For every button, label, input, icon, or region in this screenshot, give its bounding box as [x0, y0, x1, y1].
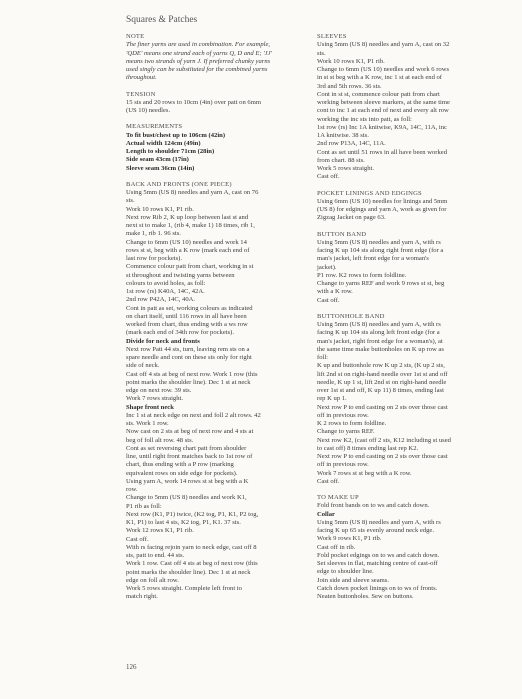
text-line: point marks the shoulder line). Dec 1 st at neck	[126, 378, 251, 386]
text-line: Change to 5mm (US 8) needles and work K1,	[126, 494, 247, 502]
page-header: Squares & Patches	[126, 15, 198, 25]
subheading-line: Shape front neck	[126, 403, 174, 411]
section-gap	[317, 182, 499, 190]
section-note	[126, 33, 307, 83]
text-line: needle, K up 1 st, lift 2nd st on right-hand needle	[317, 378, 447, 386]
text-line: used singly can be substituted for the combined yarns	[126, 66, 268, 73]
text-line: 3rd and 5th rows. 36 sts.	[317, 82, 382, 90]
text-line: foll:	[317, 354, 328, 361]
text-line: 1st row (rs) Inc 1A knitwise, K9A, 14C, 11A, inc	[317, 123, 447, 131]
text-line: line, until right front matches back to 1st row of	[126, 453, 253, 460]
text-line: jacket).	[317, 263, 337, 271]
text-line: next st to make 1, (rib 4, make 1) 18 times, rib 1,	[126, 222, 255, 229]
text-line: st throughout and twisting yarns between	[126, 271, 235, 279]
text-line: 2nd row P13A, 14C, 11A.	[317, 140, 386, 148]
text-line: off in previous row.	[317, 461, 369, 469]
section-pocket-linings-and-edgings	[317, 190, 499, 223]
section-gap	[317, 486, 499, 494]
section-title: BACK AND FRONTS (ONE PIECE)	[126, 180, 232, 188]
text-line: Change to 6mm (US 10) needles and work 14	[126, 238, 247, 246]
text-line: Cast off.	[317, 296, 340, 304]
text-line: off in previous row.	[317, 411, 369, 419]
left-column	[126, 33, 307, 602]
text-line: facing K up 65 sts evenly around neck edge.	[317, 527, 435, 534]
text-line: man's jacket, right front edge for a woman's), at	[317, 337, 443, 345]
text-line: Using 5mm (US 8) needles and yarn A, cast on 76	[126, 189, 259, 196]
text-line: sts, patt to end. 44 sts.	[126, 552, 185, 559]
subheading-line: To fit bust/chest up to 106cm (42in)	[126, 131, 226, 139]
text-line: Cast off 4 sts at beg of next row. Work 1 row (this	[126, 370, 258, 378]
text-line: Using 5mm (US 8) needles and yarn A, with rs	[317, 238, 441, 246]
text-line: the same time make buttonholes on K up row as	[317, 345, 444, 353]
section-title: POCKET LININGS AND EDGINGS	[317, 189, 422, 197]
subheading-line: Side seam 43cm (17in)	[126, 156, 189, 164]
text-line: Now cast on 2 sts at beg of next row and 4 sts at	[126, 428, 254, 436]
text-line: Set sleeves in flat, matching centre of cast-off	[317, 560, 438, 567]
text-line: Cast off.	[126, 535, 149, 543]
text-line: colours to avoid holes, as foll:	[126, 279, 206, 287]
section-button-band	[317, 231, 499, 305]
text-line: Join side and sleeve seams.	[317, 576, 389, 584]
text-line: K up and buttonhole row K up 2 sts, (K up 2 sts,	[317, 362, 445, 370]
text-line: Cast off in rib.	[317, 543, 356, 551]
text-line: Work 5 rows straight.	[317, 165, 374, 172]
text-line: equivalent rows on side edge for pockets).	[126, 469, 238, 477]
text-line: row.	[126, 486, 138, 493]
text-line: rows st st, beg with a K row (mark each end of	[126, 246, 250, 254]
text-line: make 1, rib 1. 96 sts.	[126, 230, 181, 238]
text-line: Change to yarns REF.	[317, 428, 375, 436]
section-back-and-fronts-one-piece	[126, 181, 307, 602]
text-line: edge on next row. 39 sts.	[126, 387, 192, 394]
text-line: 2nd row P42A, 14C, 40A.	[126, 296, 196, 304]
text-line: Work 5 rows straight. Complete left front to	[126, 585, 242, 592]
text-line: 'QDE' means one strand each of yarns Q, D and E; 'JJ'	[126, 49, 272, 57]
text-line: edge to shoulder line.	[317, 568, 374, 576]
text-line: cont to inc 1 at each end of next and every alt row	[317, 107, 449, 115]
section-title: BUTTONHOLE BAND	[317, 312, 385, 320]
text-line: Work 10 rows K1, P1 rib.	[126, 205, 194, 213]
text-line: on chart itself, until 116 rows in all have been	[126, 312, 247, 320]
text-line: Work 10 rows K1, P1 rib.	[317, 57, 385, 65]
text-line: Cont in patt as set, working colours as indicated	[126, 304, 253, 312]
text-line: Work 7 rows straight.	[126, 395, 183, 403]
text-line: point marks the shoulder line). Dec 1 st at neck	[126, 568, 251, 576]
text-line: Cont as set reversing chart patt from shoulder	[126, 444, 247, 452]
text-line: throughout.	[126, 74, 157, 82]
text-line: Using 5mm (US 8) needles and yarn A, with rs	[317, 518, 441, 526]
section-gap	[317, 223, 499, 231]
text-line: 1A knitwise. 38 sts.	[317, 132, 369, 139]
text-line: Commence colour patt from chart, working in st	[126, 263, 254, 271]
text-line: Next row P to end casting on 2 sts over those cast	[317, 403, 448, 411]
section-gap	[126, 173, 307, 181]
subheading-line: Actual width 124cm (49in)	[126, 139, 201, 147]
text-line: rep K up 1.	[317, 395, 347, 403]
section-gap	[126, 115, 307, 123]
section-title: MEASUREMENTS	[126, 123, 183, 131]
text-line: Fold pocket edgings on to ws and catch down.	[317, 551, 440, 559]
text-line: P1 row. K2 rows to form foldline.	[317, 271, 407, 279]
text-line: (US 8) for edgings and yarn A, work as given for	[317, 206, 447, 213]
text-line: With rs facing rejoin yarn to neck edge, cast off 8	[126, 543, 257, 551]
section-to-make-up	[317, 494, 499, 601]
text-line: P1 rib as foll:	[126, 502, 162, 510]
section-buttonhole-band	[317, 313, 499, 486]
text-line: 15 sts and 20 rows to 10cm (4in) over patt on 6mm	[126, 98, 261, 106]
text-line: The finer yarns are used in combination. For example,	[126, 41, 271, 49]
text-line: Cont in st st, commence colour patt from chart	[317, 90, 440, 98]
text-line: working the inc sts into patt, as foll:	[317, 115, 412, 123]
section-title: TENSION	[126, 90, 156, 98]
text-line: Work 1 row. Cast off 4 sts at beg of next row (this	[126, 560, 258, 568]
text-line: spare needle and cont on these sts only for right	[126, 354, 252, 361]
text-line: Using 5mm (US 8) needles and yarn A, with rs	[317, 321, 441, 328]
text-line: lift 2nd st on right-hand needle over 1st st and off	[317, 370, 448, 378]
page-number: 126	[126, 663, 137, 671]
text-line: Work 12 rows K1, P1 rib.	[126, 527, 194, 535]
text-line: means two strands of yarn J. If preferred chunky yarns	[126, 57, 271, 65]
text-line: K 2 rows to form foldline.	[317, 420, 387, 427]
text-line: Cont as set until 51 rows in all have been worked	[317, 148, 448, 156]
subheading-line: Length to shoulder 71cm (28in)	[126, 148, 215, 155]
text-line: sts.	[317, 49, 326, 57]
text-line: K1, P1) to last 4 sts, K2 tog, P1, K1. 37 sts.	[126, 519, 241, 526]
text-line: Neaten buttonholes. Sew on buttons.	[317, 593, 414, 600]
section-title: TO MAKE UP	[317, 494, 359, 501]
section-tension	[126, 91, 307, 116]
text-line: Change to 6mm (US 10) needles and work 6 rows	[317, 66, 450, 73]
text-line: Next row P to end casting on 2 sts over those cast	[317, 453, 448, 460]
text-line: Change to yarns REF and work 9 rows st st, beg	[317, 280, 445, 287]
section-gap	[317, 305, 499, 313]
right-column	[317, 33, 499, 601]
section-gap	[126, 83, 307, 91]
text-line: facing K up 104 sts along left front edge (for a	[317, 329, 440, 337]
text-line: Cast off.	[317, 173, 340, 181]
text-line: man's jacket, left front edge for a woman's	[317, 255, 429, 263]
text-line: Cast off.	[317, 477, 340, 485]
section-title: BUTTON BAND	[317, 230, 367, 238]
text-line: Work 9 rows K1, P1 rib.	[317, 535, 382, 543]
text-line: 1st row (rs) K40A, 14C, 42A.	[126, 288, 205, 295]
text-line: (mark each end of 34th row for pockets).	[126, 329, 235, 337]
text-line: Catch down pocket linings on to ws of fronts.	[317, 584, 438, 592]
text-line: sts. Work 1 row.	[126, 420, 169, 427]
section-title: NOTE	[126, 33, 145, 40]
subheading-line: Collar	[317, 510, 335, 518]
section-measurements	[126, 123, 307, 173]
text-line: Using yarn A, work 14 rows st st beg with a K	[126, 477, 249, 485]
text-line: Next row (K1, P1) twice, (K2 tog, P1, K1, P2 tog,	[126, 510, 259, 518]
text-line: Work 7 rows st st beg with a K row.	[317, 469, 412, 477]
text-line: edge on foll alt row.	[126, 576, 179, 584]
text-line: facing K up 104 sts along right front edge (for a	[317, 247, 444, 254]
text-line: working between sleeve markers, at the same time	[317, 99, 450, 106]
text-line: match right.	[126, 593, 158, 601]
text-line: worked from chart, thus ending with a ws row	[126, 321, 248, 328]
text-line: to cast off) 8 times ending last rep K2.	[317, 444, 419, 452]
text-line: over 1st st and off, K up 11) 8 times, ending last	[317, 387, 444, 394]
text-line: last row for pockets).	[126, 255, 183, 262]
text-line: in st st beg with a K row, inc 1 st at each end of	[317, 74, 443, 82]
section-title: SLEEVES	[317, 33, 347, 40]
text-line: (US 10) needles.	[126, 107, 171, 114]
text-line: with a K row.	[317, 288, 353, 296]
text-line: Using 5mm (US 8) needles and yarn A, cast on 32	[317, 41, 450, 49]
subheading-line: Divide for neck and fronts	[126, 337, 200, 345]
text-line: Inc 1 st at neck edge on next and foll 2 alt rows. 42	[126, 411, 261, 419]
subheading-line: Sleeve seam 36cm (14in)	[126, 164, 195, 172]
text-line: side of neck.	[126, 362, 160, 370]
text-line: from chart. 88 sts.	[317, 156, 365, 164]
text-line: Next row Rib 2, K up loop between last st and	[126, 213, 249, 221]
text-line: Next row K2, (cast off 2 sts, K12 including st used	[317, 436, 451, 444]
text-line: sts.	[126, 197, 135, 205]
text-line: Fold front bands on to ws and catch down.	[317, 502, 430, 510]
text-line: Next row Patt 44 sts, turn, leaving rem sts on a	[126, 345, 250, 353]
text-line: Using 6mm (US 10) needles for linings and 5mm	[317, 197, 448, 205]
text-line: Zigzag Jacket on page 63.	[317, 214, 386, 222]
section-sleeves	[317, 33, 499, 182]
text-line: chart, thus ending with a P row (marking	[126, 461, 234, 469]
text-line: beg of foll alt row. 48 sts.	[126, 436, 194, 444]
